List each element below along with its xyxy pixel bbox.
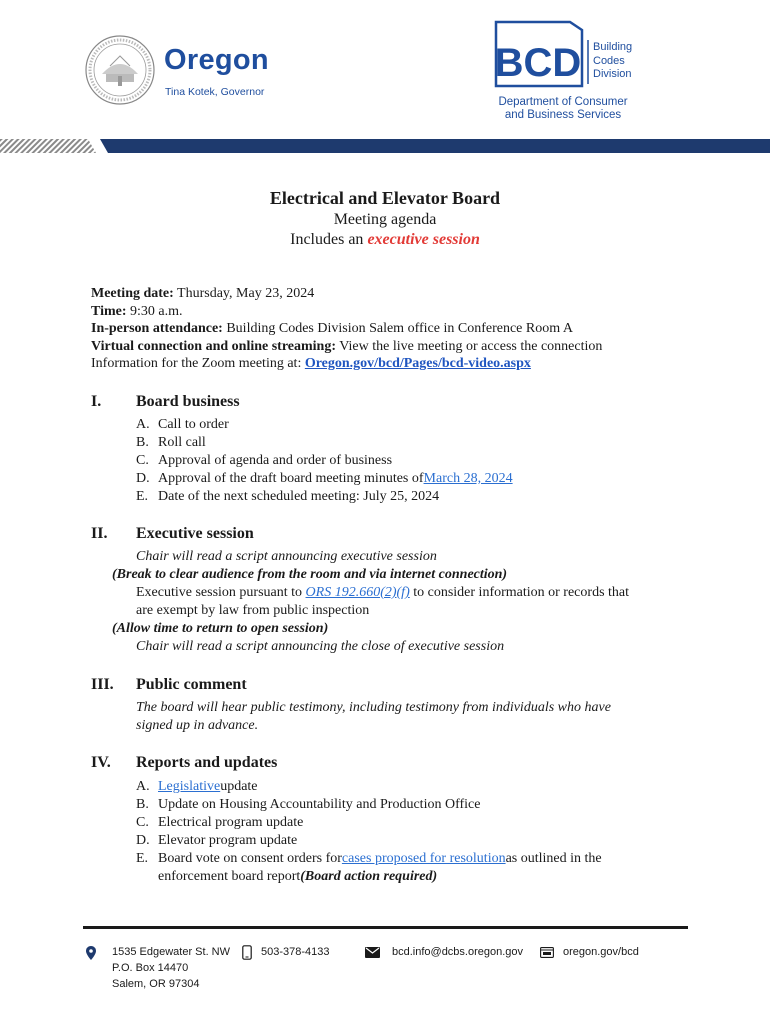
list-item-continuation bbox=[136, 868, 602, 886]
item-text: as outlined in the bbox=[505, 851, 602, 866]
section-title-public-comment: Public comment bbox=[136, 676, 247, 693]
item-letter: A. bbox=[136, 417, 150, 432]
minutes-link[interactable]: March 28, 2024 bbox=[423, 471, 513, 486]
list-item bbox=[136, 470, 513, 488]
zoom-prefix: Information for the Zoom meeting at: bbox=[91, 356, 305, 371]
meeting-time-value: 9:30 a.m. bbox=[126, 303, 183, 319]
footer-phone[interactable]: 503-378-4133 bbox=[261, 946, 330, 958]
governor-name: Tina Kotek, Governor bbox=[165, 86, 265, 98]
item-text: update bbox=[220, 779, 258, 794]
address-line: 1535 Edgewater St. NW bbox=[112, 946, 231, 958]
item-letter: C. bbox=[136, 815, 149, 830]
item-text: enforcement board report bbox=[158, 869, 301, 884]
reports-list bbox=[136, 778, 602, 886]
department-line: Department of Consumer bbox=[498, 96, 628, 108]
exec-line-4: are exempt by law from public inspection bbox=[136, 603, 370, 618]
address-line: Salem, OR 97304 bbox=[112, 978, 200, 990]
item-text: Board vote on consent orders for bbox=[158, 851, 342, 866]
inperson-value: Building Codes Division Salem office in Conference Room A bbox=[222, 321, 573, 336]
header-banner bbox=[0, 139, 770, 153]
address-line: P.O. Box 14470 bbox=[112, 962, 189, 974]
document-title: Electrical and Elevator Board bbox=[269, 188, 501, 208]
exec-line-2: (Break to clear audience from the room and via internet connection) bbox=[112, 567, 508, 582]
zoom-link[interactable]: Oregon.gov/bcd/Pages/bcd-video.aspx bbox=[304, 356, 531, 371]
item-letter: E. bbox=[136, 489, 149, 504]
footer-email[interactable]: bcd.info@dcbs.oregon.gov bbox=[392, 946, 524, 958]
footer-website[interactable]: oregon.gov/bcd bbox=[563, 946, 639, 958]
oregon-wordmark: Oregon bbox=[164, 44, 269, 76]
department-name bbox=[489, 96, 637, 122]
note-prefix: Includes an bbox=[290, 231, 368, 248]
meeting-date-label: Meeting date: bbox=[91, 286, 174, 301]
section-number: III. bbox=[91, 676, 114, 693]
location-pin-icon bbox=[86, 946, 96, 960]
item-text: Date of the next scheduled meeting: July 25, 2024 bbox=[158, 489, 440, 504]
website-icon bbox=[540, 947, 554, 958]
oregon-state-seal-icon bbox=[84, 34, 156, 106]
item-letter: C. bbox=[136, 453, 149, 468]
executive-session-note bbox=[0, 231, 770, 249]
item-text: Approval of the draft board meeting minutes of bbox=[158, 471, 424, 486]
virtual-label: Virtual connection and online streaming: bbox=[91, 338, 337, 354]
section-title-reports-updates: Reports and updates bbox=[136, 754, 278, 771]
list-item bbox=[136, 416, 513, 434]
section-number: II. bbox=[91, 525, 108, 542]
list-item bbox=[136, 850, 602, 868]
bcd-logo bbox=[490, 20, 590, 92]
footer-address bbox=[112, 944, 230, 992]
list-item bbox=[136, 796, 602, 814]
exec-line-6: Chair will read a script announcing the close of executive session bbox=[136, 639, 505, 654]
bcd-name-line: Division bbox=[593, 68, 632, 80]
list-item bbox=[136, 832, 602, 850]
list-item bbox=[136, 778, 602, 796]
legislative-link[interactable]: Legislative bbox=[158, 779, 221, 794]
inperson-label: In-person attendance: bbox=[91, 321, 223, 336]
bcd-name-line: Codes bbox=[593, 54, 625, 67]
executive-session-highlight: executive session bbox=[367, 231, 480, 248]
item-text: Roll call bbox=[158, 435, 206, 450]
meeting-date-line bbox=[91, 285, 731, 303]
virtual-value: View the live meeting or access the connection bbox=[336, 338, 603, 354]
meeting-info bbox=[91, 285, 731, 373]
bcd-division-name bbox=[593, 41, 632, 82]
item-letter: E. bbox=[136, 851, 149, 866]
list-item bbox=[136, 434, 513, 452]
item-text: Call to order bbox=[158, 417, 229, 432]
meeting-date-value: Thursday, May 23, 2024 bbox=[173, 286, 315, 301]
footer-divider bbox=[83, 926, 688, 929]
board-business-list bbox=[136, 416, 513, 506]
list-item bbox=[136, 814, 602, 832]
item-letter: D. bbox=[136, 833, 150, 848]
item-letter: D. bbox=[136, 471, 150, 486]
exec-line-5: (Allow time to return to open session) bbox=[112, 621, 329, 636]
section-title-executive-session: Executive session bbox=[136, 525, 254, 542]
virtual-line bbox=[91, 338, 731, 356]
phone-icon bbox=[242, 945, 252, 960]
meeting-time-label: Time: bbox=[91, 303, 127, 319]
item-text: Update on Housing Accountability and Production Office bbox=[158, 797, 481, 812]
exec-line-1: Chair will read a script announcing executive session bbox=[136, 549, 437, 564]
cases-link[interactable]: cases proposed for resolution bbox=[341, 851, 506, 866]
ors-link[interactable]: ORS 192.660(2)(f) bbox=[305, 585, 410, 600]
item-text: Elevator program update bbox=[158, 833, 298, 848]
bcd-name-line: Building bbox=[593, 41, 633, 53]
section-number: IV. bbox=[91, 754, 111, 771]
zoom-line bbox=[91, 355, 731, 373]
item-letter: B. bbox=[136, 797, 149, 812]
list-item bbox=[136, 452, 513, 470]
public-comment-line-1: The board will hear public testimony, including testimony from individuals who have bbox=[136, 700, 611, 715]
section-number: I. bbox=[91, 393, 102, 410]
department-line: and Business Services bbox=[504, 109, 622, 121]
bcd-letters: BCD bbox=[494, 41, 582, 85]
item-text: Approval of agenda and order of business bbox=[158, 453, 393, 468]
exec-line-3 bbox=[136, 584, 629, 602]
exec-line-3-suffix: to consider information or records that bbox=[409, 585, 630, 600]
public-comment-line-2: signed up in advance. bbox=[136, 718, 259, 733]
list-item bbox=[136, 488, 513, 506]
item-letter: A. bbox=[136, 779, 150, 794]
document-subtitle: Meeting agenda bbox=[333, 211, 437, 228]
item-text: Electrical program update bbox=[158, 815, 304, 830]
section-title-board-business: Board business bbox=[136, 393, 240, 410]
envelope-icon bbox=[365, 947, 380, 958]
meeting-time-line bbox=[91, 303, 731, 321]
inperson-line bbox=[91, 320, 731, 338]
exec-line-3-prefix: Executive session pursuant to bbox=[136, 585, 306, 600]
item-letter: B. bbox=[136, 435, 149, 450]
board-action-note: (Board action required) bbox=[300, 869, 438, 884]
